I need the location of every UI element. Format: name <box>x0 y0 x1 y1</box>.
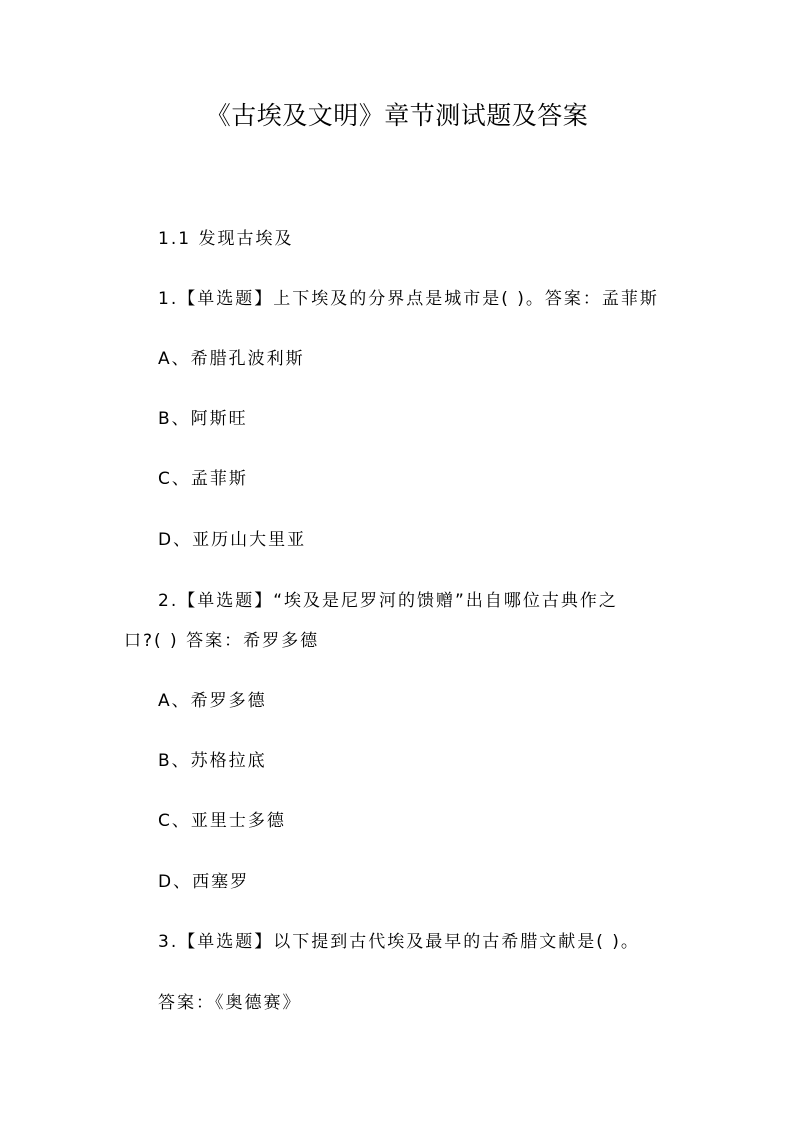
question-1-option-a: A、希腊孔波利斯 <box>158 349 305 369</box>
question-1-option-d: D、亚历山大里亚 <box>158 530 307 550</box>
question-2-stem-line1: 2.【单选题】“埃及是尼罗河的馈赠”出自哪位古典作之 <box>158 591 618 611</box>
question-2-option-a: A、希罗多德 <box>158 691 267 711</box>
question-1-option-c: C、孟菲斯 <box>158 469 248 489</box>
question-3-stem: 3.【单选题】以下提到古代埃及最早的古希腊文献是( )。 <box>158 932 640 952</box>
document-title: 《古埃及文明》章节测试题及答案 <box>205 101 589 130</box>
question-2-stem-line2: 口?( ) 答案：希罗多德 <box>124 631 320 651</box>
question-3-answer: 答案：《奥德赛》 <box>158 993 302 1013</box>
question-1-stem: 1.【单选题】上下埃及的分界点是城市是( )。答案：孟菲斯 <box>158 289 659 309</box>
question-2-option-d: D、西塞罗 <box>158 872 250 892</box>
question-2-option-c: C、亚里士多德 <box>158 811 286 831</box>
question-1-option-b: B、阿斯旺 <box>158 409 248 429</box>
section-heading: 1.1 发现古埃及 <box>158 229 294 249</box>
question-2-option-b: B、苏格拉底 <box>158 751 267 771</box>
